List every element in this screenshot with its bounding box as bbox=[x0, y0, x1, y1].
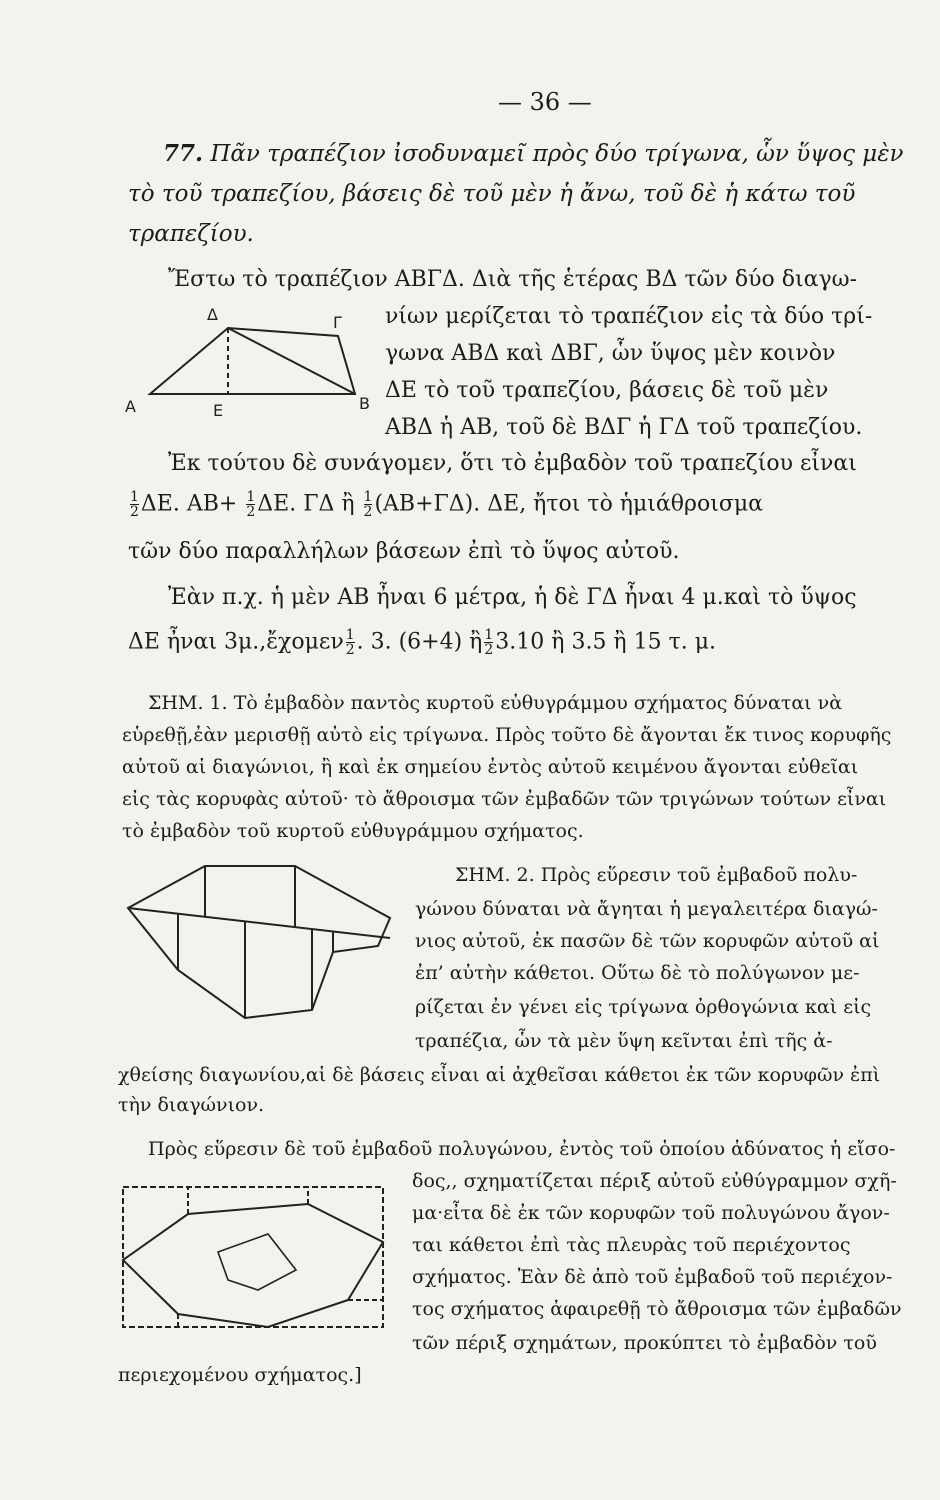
para3-line-8: περιεχομένου σχήματος.] bbox=[118, 1364, 362, 1386]
note2-line-6: τραπέζια, ὧν τὰ μὲν ὕψη κεῖνται ἐπὶ τῆς ἀ- bbox=[415, 1030, 833, 1052]
label-epsilon: Ε bbox=[213, 401, 224, 420]
note1-line-5: τὸ ἐμβαδὸν τοῦ κυρτοῦ εὐθυγράμμου σχήματος. bbox=[122, 820, 584, 842]
fraction-half: $\frac{1}{2}$ bbox=[363, 489, 373, 520]
proof-line-5: ΑΒΔ ἡ ΑΒ, τοῦ δὲ ΒΔΓ ἡ ΓΔ τοῦ τραπεζίου. bbox=[385, 415, 863, 440]
para3-line-5: σχήματος. Ἐὰν δὲ ἀπὸ τοῦ ἐμβαδοῦ τοῦ περιέχον- bbox=[412, 1266, 893, 1288]
theorem-line-2: τὸ τοῦ τραπεζίου, βάσεις δὲ τοῦ μὲν ἡ ἄνω, τοῦ δὲ ἡ κάτω τοῦ bbox=[128, 181, 856, 207]
note1-line-4: εἰς τὰς κορυφὰς αὐτοῦ· τὸ ἄθροισμα τῶν ἐμβαδῶν τῶν τριγώνων τούτων εἶναι bbox=[122, 788, 887, 810]
para3-line-1: Πρὸς εὕρεσιν δὲ τοῦ ἐμβαδοῦ πολυγώνου, ἐντὸς τοῦ ὁποίου ἀδύνατος ἡ εἴσο- bbox=[148, 1138, 896, 1160]
fraction-half: $\frac{1}{2}$ bbox=[246, 489, 256, 520]
proof-line-3: γωνα ΑΒΔ καὶ ΔΒΓ, ὧν ὕψος μὲν κοινὸν bbox=[385, 341, 836, 366]
proof-line-8: τῶν δύο παραλλήλων βάσεων ἐπὶ τὸ ὕψος αὐτοῦ. bbox=[128, 539, 680, 564]
note2-line-7: χθείσης διαγωνίου,αἱ δὲ βάσεις εἶναι αἱ ἀχθεῖσαι κάθετοι ἐκ τῶν κορυφῶν ἐπὶ bbox=[118, 1064, 881, 1086]
page-number: — 36 — bbox=[498, 88, 592, 116]
fraction-half: $\frac{1}{2}$ bbox=[345, 627, 355, 658]
note2-line-4: ἐπ’ αὐτὴν κάθετοι. Οὕτω δὲ τὸ πολύγωνον με- bbox=[415, 962, 860, 984]
para3-line-6: τος σχήματος ἀφαιρεθῇ τὸ ἄθροισμα τῶν ἐμβαδῶν bbox=[412, 1298, 902, 1320]
proof-line-1: Ἔστω τὸ τραπέζιον ΑΒΓΔ. Διὰ τῆς ἑτέρας ΒΔ τῶν δύο διαγω- bbox=[168, 267, 858, 292]
para3-line-3: μα·εἶτα δὲ ἐκ τῶν κορυφῶν τοῦ πολυγώνου ἄγον- bbox=[412, 1202, 890, 1224]
note2-line-1: ΣΗΜ. 2. Πρὸς εὕρεσιν τοῦ ἐμβαδοῦ πολυ- bbox=[455, 864, 858, 886]
example-line-2: ΔΕ ἦναι 3μ.,ἔχομεν $\frac{1}{2}$ . 3. (6+4) ἢ $\frac{1}{2}$ 3.10 ἢ 3.5 ἢ 15 τ. μ. bbox=[128, 627, 717, 658]
theorem-line-3: τραπεζίου. bbox=[128, 221, 254, 247]
para3-line-7: τῶν πέριξ σχημάτων, προκύπτει τὸ ἐμβαδὸν τοῦ bbox=[412, 1332, 877, 1354]
note1-line-2: εὑρεθῇ,ἐὰν μερισθῇ αὐτὸ εἰς τρίγωνα. Πρὸς τοῦτο δὲ ἄγονται ἔκ τινος κορυφῆς bbox=[122, 724, 892, 746]
label-delta: Δ bbox=[207, 305, 218, 324]
fraction-half: $\frac{1}{2}$ bbox=[484, 627, 494, 658]
note1-line-3: αὐτοῦ αἱ διαγώνιοι, ἢ καὶ ἐκ σημείου ἐντὸς αὐτοῦ κειμένου ἄγονται εὐθεῖαι bbox=[122, 756, 859, 778]
polygon-diagonal-figure bbox=[120, 860, 410, 1030]
trapezoid-figure bbox=[125, 292, 385, 422]
theorem-line-1: 77. Πᾶν τραπέζιον ἰσοδυναμεῖ πρὸς δύο τρίγωνα, ὧν ὕψος μὲν bbox=[163, 140, 904, 167]
proof-line-2: νίων μερίζεται τὸ τραπέζιον εἰς τὰ δύο τρί- bbox=[385, 304, 873, 329]
note2-line-8: τὴν διαγώνιον. bbox=[118, 1094, 265, 1116]
example-line-1: Ἐὰν π.χ. ἡ μὲν ΑΒ ἦναι 6 μέτρα, ἡ δὲ ΓΔ ἦναι 4 μ.καὶ τὸ ὕψος bbox=[168, 585, 857, 610]
para3-line-4: ται κάθετοι ἐπὶ τὰς πλευρὰς τοῦ περιέχοντος bbox=[412, 1234, 851, 1256]
area-formula: $\frac{1}{2}$ ΔΕ. ΑΒ+ $\frac{1}{2}$ ΔΕ. ΓΔ ἢ $\frac{1}{2}$ (ΑΒ+ΓΔ). ΔΕ, ἤτοι τὸ ἡμιάθροισμα bbox=[130, 489, 763, 520]
section-number: 77. bbox=[163, 140, 204, 167]
label-beta: Β bbox=[359, 394, 370, 413]
para3-line-2: δος,, σχηματίζεται πέριξ αὐτοῦ εὐθύγραμμον σχῆ- bbox=[412, 1170, 897, 1192]
note2-line-2: γώνου δύναται νὰ ἄγηται ἡ μεγαλειτέρα διαγώ- bbox=[415, 898, 878, 920]
note2-line-3: νιος αὐτοῦ, ἐκ πασῶν δὲ τῶν κορυφῶν αὐτοῦ αἱ bbox=[415, 930, 880, 952]
label-gamma: Γ bbox=[333, 313, 342, 332]
enclosed-polygon-figure bbox=[118, 1182, 388, 1332]
note2-line-5: ρίζεται ἐν γένει εἰς τρίγωνα ὀρθογώνια καὶ εἰς bbox=[415, 996, 872, 1018]
note1-line-1: ΣΗΜ. 1. Τὸ ἐμβαδὸν παντὸς κυρτοῦ εὐθυγράμμου σχήματος δύναται νὰ bbox=[148, 692, 843, 714]
proof-line-4: ΔΕ τὸ τοῦ τραπεζίου, βάσεις δὲ τοῦ μὲν bbox=[385, 378, 829, 403]
fraction-half: $\frac{1}{2}$ bbox=[130, 489, 139, 520]
label-alpha: Α bbox=[125, 397, 136, 416]
proof-line-6: Ἐκ τούτου δὲ συνάγομεν, ὅτι τὸ ἐμβαδὸν τοῦ τραπεζίου εἶναι bbox=[168, 451, 857, 476]
